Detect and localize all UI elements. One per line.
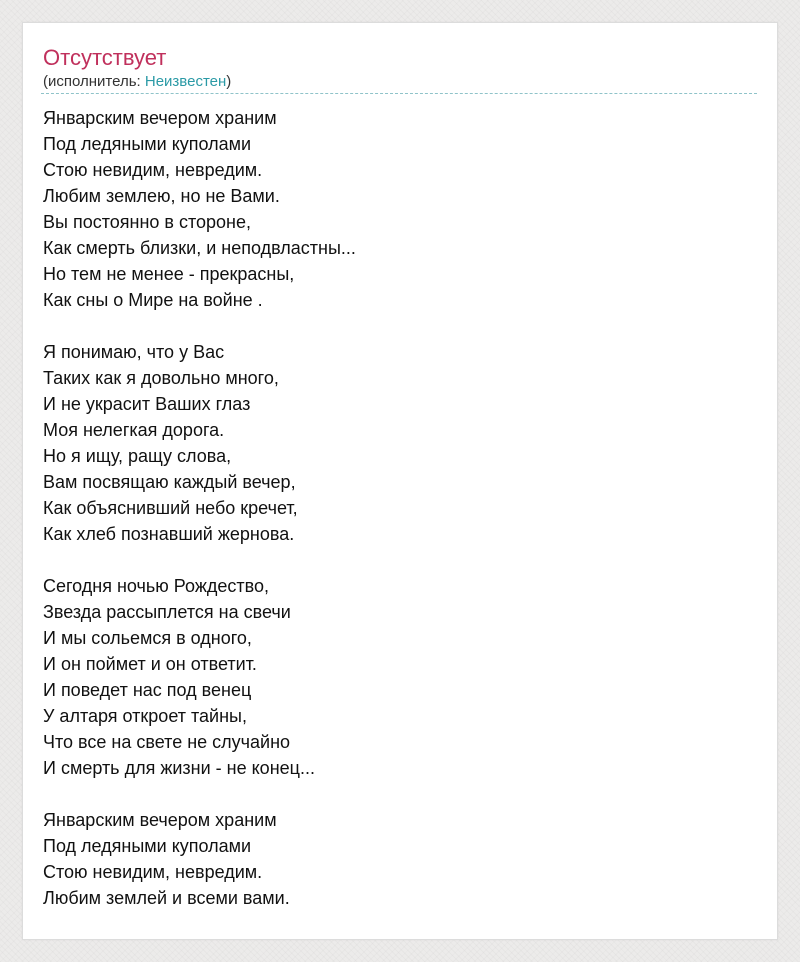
stanza-4 <box>43 807 743 911</box>
lyric-line: Стою невидим, невредим. <box>43 160 263 180</box>
lyrics-body <box>43 105 743 937</box>
lyric-line: Что все на свете не случайно <box>43 732 291 752</box>
divider <box>41 93 757 94</box>
lyric-line: Январским вечером храним <box>43 810 277 830</box>
lyric-line: Как объяснивший небо кречет, <box>43 498 298 518</box>
artist-line <box>43 73 231 91</box>
lyric-line: Как хлеб познавший жернова. <box>43 524 295 544</box>
artist-link[interactable]: Неизвестен <box>144 73 227 90</box>
lyric-line: Таких как я довольно много, <box>43 368 279 388</box>
stanza-2 <box>43 339 743 547</box>
lyric-line: Как смерть близки, и неподвластны... <box>43 238 356 258</box>
lyric-line: Под ледяными куполами <box>43 134 252 154</box>
lyric-line: Январским вечером храним <box>43 108 277 128</box>
lyric-line: Моя нелегкая дорога. <box>43 420 225 440</box>
lyric-line: Но тем не менее - прекрасны, <box>43 264 295 284</box>
lyric-line: Стою невидим, невредим. <box>43 862 263 882</box>
lyric-line: Вам посвящаю каждый вечер, <box>43 472 296 492</box>
lyric-line: Как сны о Мире на войне . <box>43 290 263 310</box>
stanza-1 <box>43 105 743 313</box>
lyric-line: И поведет нас под венец <box>43 680 252 700</box>
lyrics-card <box>22 22 778 940</box>
lyric-line: Любим землей и всеми вами. <box>43 888 290 908</box>
lyric-line: Вы постоянно в стороне, <box>43 212 251 232</box>
lyric-line: Звезда рассыплется на свечи <box>43 602 291 622</box>
lyric-line: И смерть для жизни - не конец... <box>43 758 315 778</box>
lyric-line: Но я ищу, ращу слова, <box>43 446 232 466</box>
lyric-line: Под ледяными куполами <box>43 836 252 856</box>
song-title: Отсутствует <box>43 45 167 70</box>
lyric-line: У алтаря откроет тайны, <box>43 706 247 726</box>
lyric-line: И не украсит Ваших глаз <box>43 394 251 414</box>
lyric-line: И мы сольемся в одного, <box>43 628 252 648</box>
lyric-line: Любим землею, но не Вами. <box>43 186 280 206</box>
lyric-line: Я понимаю, что у Вас <box>43 342 225 362</box>
artist-prefix: (исполнитель: <box>43 73 145 90</box>
stanza-3 <box>43 573 743 781</box>
lyric-line: И он поймет и он ответит. <box>43 654 257 674</box>
lyric-line: Сегодня ночью Рождество, <box>43 576 269 596</box>
artist-suffix: ) <box>226 73 232 90</box>
